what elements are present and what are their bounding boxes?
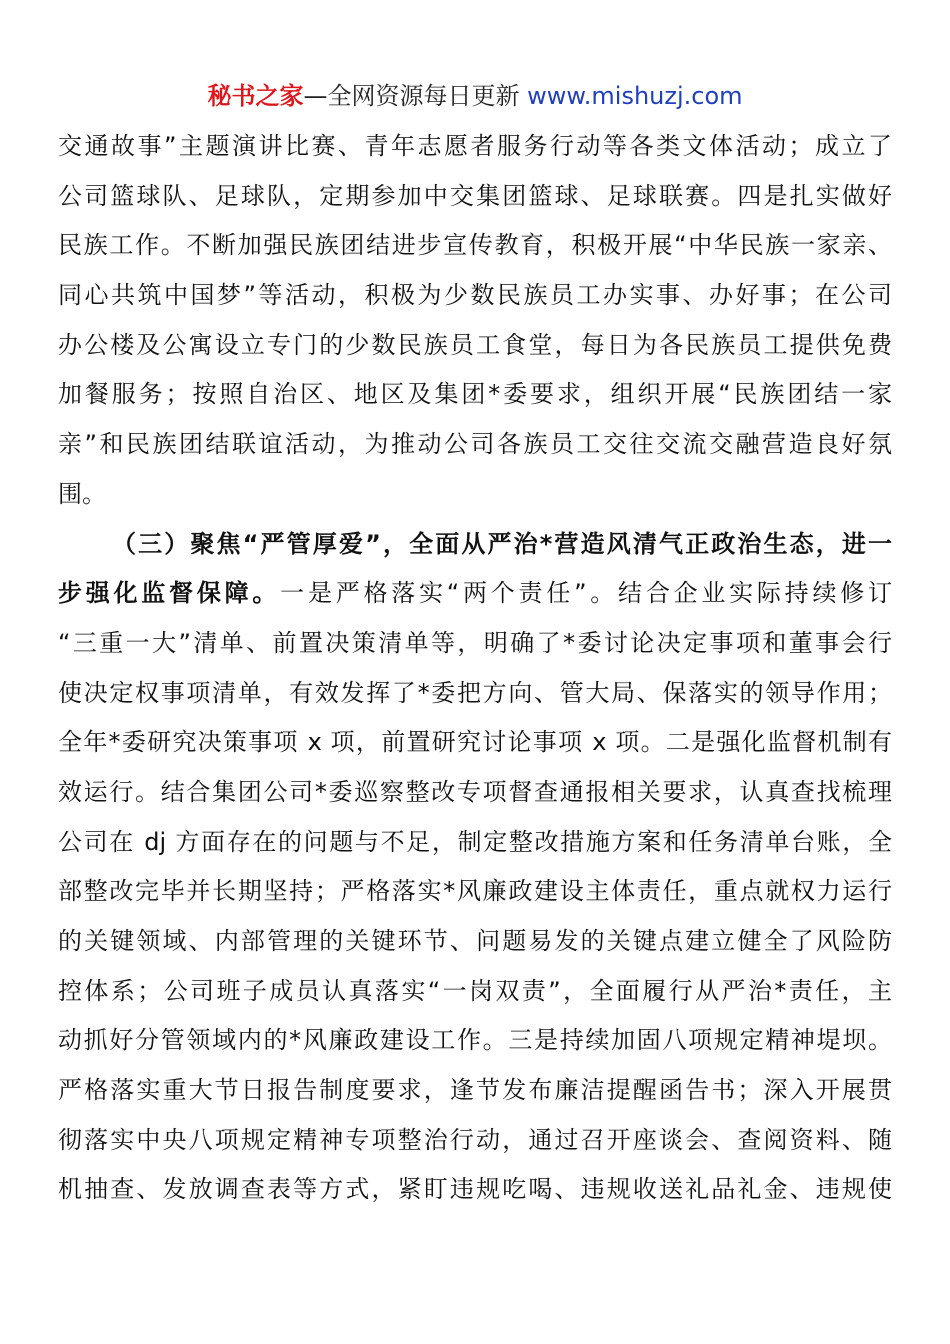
text-line [58, 569, 892, 619]
text-line: 的关键领域、内部管理的关键环节、问题易发的关键点建立健全了风险防 [58, 927, 892, 955]
site-url-link[interactable]: www.mishuzj.com [527, 82, 743, 110]
text-line: 交通故事”主题演讲比赛、青年志愿者服务行动等各类文体活动；成立了 [58, 132, 892, 160]
brand-name: 秘书之家 [207, 82, 304, 110]
section-heading: （三）聚焦“严管厚爱”，全面从严治*营造风清气正政治生态，进一 [112, 529, 892, 558]
text-line: 控体系；公司班子成员认真落实“一岗双责”，全面履行从严治*责任，主 [58, 976, 892, 1005]
text-line: 彻落实中央八项规定精神专项整治行动，通过召开座谈会、查阅资料、随 [58, 1125, 892, 1154]
text-line: 使决定权事项清单，有效发挥了*委把方向、管大局、保落实的领导作用； [58, 678, 892, 707]
text-line: 公司篮球队、足球队，定期参加中交集团篮球、足球联赛。四是扎实做好 [58, 181, 892, 210]
text-line: 同心共筑中国梦”等活动，积极为少数民族员工办实事、办好事；在公司 [58, 281, 892, 310]
site-tagline: —全网资源每日更新 [303, 82, 520, 110]
text-line: 严格落实重大节日报告制度要求，逢节发布廉洁提醒函告书；深入开展贯 [58, 1076, 892, 1105]
text-line: 全年*委研究决策事项 x 项，前置研究讨论事项 x 项。二是强化监督机制有 [58, 728, 892, 757]
text-line: 效运行。结合集团公司*委巡察整改专项督查通报相关要求，认真查找梳理 [58, 777, 892, 806]
text-run: 一是严格落实“两个责任”。结合企业实际持续修订 [280, 579, 892, 608]
document-body [58, 122, 892, 1215]
text-line: 动抓好分管领域内的*风廉政建设工作。三是持续加固八项规定精神堤坝。 [58, 1026, 892, 1055]
text-line: 机抽查、发放调查表等方式，紧盯违规吃喝、违规收送礼品礼金、违规使 [58, 1175, 892, 1204]
text-line: 加餐服务；按照自治区、地区及集团*委要求，组织开展“民族团结一家 [58, 380, 892, 409]
text-line: 办公楼及公寓设立专门的少数民族员工食堂，每日为各民族员工提供免费 [58, 330, 892, 359]
text-line: 公司在 dj 方面存在的问题与不足，制定整改措施方案和任务清单台账，全 [58, 827, 892, 856]
text-line: 围。 [58, 479, 106, 508]
text-line: 民族工作。不断加强民族团结进步宣传教育，积极开展“中华民族一家亲、 [58, 231, 892, 260]
text-line: 亲”和民族团结联谊活动，为推动公司各族员工交往交流交融营造良好氛 [58, 430, 892, 459]
site-header [0, 80, 950, 112]
text-line: “三重一大”清单、前置决策清单等，明确了*委讨论决定事项和董事会行 [58, 628, 892, 657]
section-heading-end: 步强化监督保障。 [58, 579, 281, 608]
text-line: 部整改完毕并长期坚持；严格落实*风廉政建设主体责任，重点就权力运行 [58, 877, 892, 906]
